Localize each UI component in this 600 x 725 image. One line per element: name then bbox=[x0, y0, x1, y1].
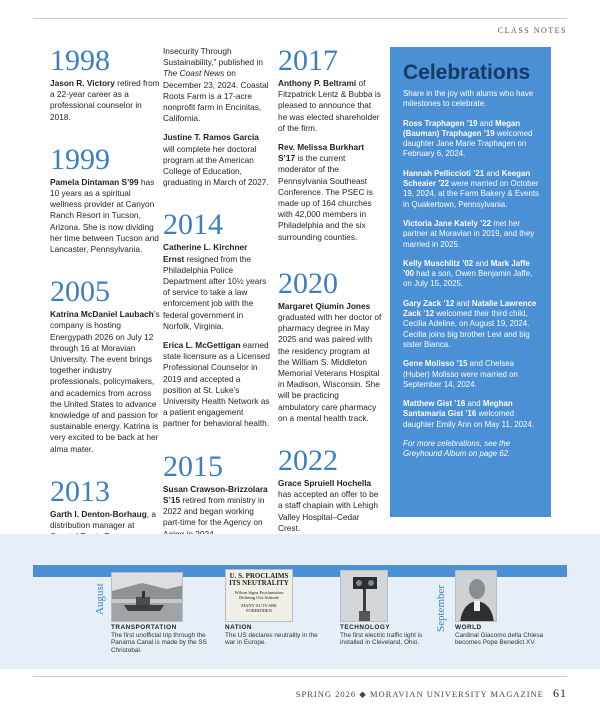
traffic-light-photo bbox=[340, 570, 388, 622]
timeline-caption bbox=[111, 624, 209, 654]
celebrant-name: Gene Molisso ’15 bbox=[403, 359, 468, 369]
year-heading: 2014 bbox=[163, 208, 223, 242]
celebration-text: welcomed their third child, Cecilia Adeline, on August 19, 2024. Cecilia joins big brother Levi and big sister Bianca. bbox=[403, 309, 530, 349]
note-text: retired from ministry in 2022 and began working part-time for the Agency on bbox=[163, 494, 265, 528]
celebrant-name: Gary Zack ’12 bbox=[403, 298, 455, 308]
timeline-caption bbox=[455, 624, 553, 647]
caption-text: Cardinal Giacomo della Chiesa becomes Pope Benedict XV. bbox=[455, 631, 544, 647]
celebration-and: and bbox=[454, 298, 472, 308]
alum-name: Erica L. McGettigan bbox=[163, 340, 241, 351]
celebrant-name: Natalie Lawrence Zack ’12 bbox=[403, 298, 537, 319]
month-label-august: August bbox=[94, 583, 106, 615]
caption-text: The first electric traffic light is installed in Cleveland, Ohio. bbox=[340, 631, 423, 647]
year-heading: 2017 bbox=[278, 44, 338, 77]
timeline-caption bbox=[340, 624, 438, 647]
celebrant-name: Keegan Scheaier ’22 bbox=[403, 168, 531, 189]
year-heading: 2005 bbox=[50, 275, 110, 309]
celebrant-name: Ross Traphagen ’19 bbox=[403, 118, 478, 128]
alum-name: Rev. Melissa Burkhart S’17 bbox=[278, 142, 365, 164]
year-heading: 1998 bbox=[50, 44, 110, 77]
celebrations-panel bbox=[390, 47, 551, 517]
celebration-text: welcomed daughter Jane Marie Traphagen on February 6, 2024. bbox=[403, 128, 533, 159]
class-note bbox=[163, 132, 270, 188]
column-1 bbox=[50, 46, 160, 573]
month-label-september: September bbox=[435, 584, 447, 632]
newspaper-headline: U. S. PROCLAIMS ITS NEUTRALITY bbox=[229, 572, 289, 587]
celebration-and: and bbox=[473, 258, 491, 268]
column-3 bbox=[278, 46, 382, 542]
caption-category: TECHNOLOGY bbox=[340, 624, 391, 631]
page-footer bbox=[296, 686, 567, 701]
alum-name: Pamela Dintaman S’99 bbox=[50, 176, 139, 187]
column-2 bbox=[163, 46, 270, 548]
celebration-and: and bbox=[477, 118, 496, 128]
class-note bbox=[163, 242, 270, 332]
ship-image-icon bbox=[112, 573, 183, 622]
class-note-continued bbox=[163, 46, 270, 124]
alum-name: Jason R. Victory bbox=[50, 78, 115, 88]
celebration-text: had a son, Owen Benjamin Jaffe, on July 15, 2025. bbox=[403, 269, 533, 289]
alum-name: Anthony P. Beltrami bbox=[278, 78, 357, 88]
celebration-item bbox=[403, 119, 542, 160]
pope-portrait-photo bbox=[455, 570, 497, 622]
note-text: has accepted an offer to be a staff chaplain with Lehigh Valley Hospital–Cedar Crest. bbox=[278, 489, 379, 533]
year-heading: 2013 bbox=[50, 474, 110, 508]
celebrant-name: Victoria Jane Kately ’22 bbox=[403, 218, 492, 228]
celebrations-footer: For more celebrations, see the Greyhound Album on page 62. bbox=[403, 439, 511, 459]
note-text: of Fitzpatrick Lentz & Bubba is pleased to announce that he was elected shareholder of the firm. bbox=[278, 78, 381, 133]
celebrant-name: Megan (Bauman) Traphagen ’19 bbox=[403, 118, 521, 138]
class-note bbox=[278, 478, 382, 534]
celebration-and: and bbox=[484, 168, 502, 178]
class-note bbox=[50, 78, 160, 123]
traffic-light-icon bbox=[341, 571, 388, 622]
celebration-item bbox=[403, 169, 542, 210]
timeline-band bbox=[0, 534, 600, 669]
alum-name: Susan Crawson-Brizzolara S’15 bbox=[163, 483, 268, 505]
caption-category: NATION bbox=[225, 624, 253, 631]
year-heading: 2022 bbox=[278, 444, 338, 478]
celebration-text: met her partner at Moravian in 2019, and they married in 2025. bbox=[403, 218, 535, 249]
caption-text: The first unofficial trip through the Panama Canal is made by the SS Christobal. bbox=[111, 631, 207, 654]
class-note bbox=[50, 309, 160, 455]
note-text: on December 23, 2024. Coastal Roots Farm is a 17-acre nonprofit farm in Encinitas, California. bbox=[163, 68, 269, 124]
header-rule bbox=[33, 18, 567, 19]
note-text: graduated with her doctor of pharmacy degree in May 2025 and was paired with the residency program at the William S. Middleton Memorial Veterans Hospital in Madison, Wisconsin. She will be practicing ambulatory care pharmacy on a mental health track. bbox=[278, 312, 382, 423]
celebration-item bbox=[403, 299, 542, 350]
celebration-item bbox=[403, 359, 542, 390]
note-text: , a distribution manager at bbox=[50, 508, 157, 531]
class-note bbox=[278, 142, 382, 243]
alum-name: Grace Spruiell Hochella bbox=[278, 478, 372, 489]
year-heading: 1999 bbox=[50, 142, 110, 176]
footer-separator: ◆ bbox=[359, 689, 367, 699]
class-note bbox=[163, 340, 270, 430]
issue-label: SPRING 2026 bbox=[295, 689, 357, 699]
caption-category: WORLD bbox=[455, 624, 482, 631]
caption-category: TRANSPORTATION bbox=[111, 624, 177, 631]
alum-name: Catherine L. Kirchner Ernst bbox=[163, 242, 248, 264]
page-number: 61 bbox=[553, 686, 567, 700]
alum-name: Katrina McDaniel Laubach bbox=[50, 309, 154, 320]
note-text: earned state licensure as a Licensed Professional Counselor in 2019 and accepted a position at St. Luke’s University Health Network as a patient engagement partner for behavioral health. bbox=[163, 340, 271, 429]
celebration-text: were married on October 19, 2024, at the Farm Bakery & Events in Quakertown, Pennsylvania. bbox=[403, 179, 539, 209]
note-text: has 10 years as a spiritual wellness provider at Canyon Ranch Resort in Tucson, Arizona. She is now dividing her time between Tucson and Lancaster, Pennsylvania. bbox=[50, 176, 159, 255]
newspaper-subheadline: Wilson Signs Proclamation Defining Our Attitude bbox=[234, 590, 284, 600]
celebrant-name: Meghan Santamaria Gist ’16 bbox=[403, 399, 513, 419]
class-note bbox=[163, 484, 270, 540]
panama-canal-photo bbox=[111, 572, 183, 622]
section-label: CLASS NOTES bbox=[497, 26, 567, 35]
celebration-and: and bbox=[465, 399, 483, 409]
class-note bbox=[50, 177, 160, 255]
celebrant-name: Mark Jaffe ’00 bbox=[403, 258, 530, 279]
celebration-item bbox=[403, 399, 542, 430]
celebrant-name: Hannah Pelliccioti ’21 bbox=[403, 168, 485, 178]
timeline-caption bbox=[225, 624, 323, 647]
footer-rule bbox=[33, 676, 567, 677]
alum-name: Justine T. Ramos Garcia bbox=[163, 132, 259, 143]
celebration-item bbox=[403, 219, 542, 250]
magazine-name: MORAVIAN UNIVERSITY MAGAZINE bbox=[369, 689, 544, 699]
portrait-icon bbox=[456, 571, 497, 622]
alum-name: Garth I. Denton-Borhaug bbox=[50, 508, 147, 519]
year-heading: 2020 bbox=[278, 266, 338, 300]
note-text: is the current moderator of the Pennsylvania Southeast Conference. The PSEC is made up of 164 churches with 42,000 members in Philadelphia and the six surrounding counties. bbox=[278, 153, 373, 242]
alum-name: Margaret Qiumin Jones bbox=[278, 300, 371, 311]
caption-text: The US declares neutrality in the war in Europe. bbox=[225, 631, 318, 647]
note-text: retired from a 22-year career as a professional counselor in 2018. bbox=[50, 78, 160, 122]
publication-title: The Coast News bbox=[163, 68, 225, 79]
note-text: Insecurity Through Sustainability,” published in bbox=[163, 46, 263, 68]
celebration-item bbox=[403, 259, 542, 290]
newspaper-subheadline-2: MANY ACTS ARE FORBIDDEN bbox=[241, 603, 277, 613]
newspaper-clipping bbox=[225, 569, 293, 622]
celebration-text: and Chelsea (Huber) Molisso were married on September 14, 2024. bbox=[403, 359, 518, 389]
note-text: resigned from the Philadelphia Police Department after 10½ years of service to take a law enforcement job with the federal government in Norfolk, Virginia. bbox=[163, 253, 267, 331]
celebrations-title: Celebrations bbox=[403, 61, 531, 84]
class-note bbox=[278, 78, 382, 134]
celebrant-name: Kelly Muschlitz ’02 bbox=[403, 258, 474, 268]
class-note bbox=[278, 301, 382, 424]
celebrations-intro: Share in the joy with alums who have milestones to celebrate. bbox=[403, 89, 534, 109]
celebrant-name: Matthew Gist ’16 bbox=[403, 399, 466, 409]
year-heading: 2015 bbox=[163, 449, 223, 483]
celebration-text: welcomed daughter Emily Ann on May 11, 2024. bbox=[403, 409, 535, 429]
note-text: ’s company is hosting Energypath 2026 on July 12 through 16 at Moravian University. The event brings together industry professionals, policymakers, and academics from across the United States to advance knowledge of and passion for sustainable energy. Katrina is very excited to be back at her alma mater. bbox=[50, 309, 160, 454]
note-text: will complete her doctoral program at the American College of Education, graduating in March of 2027. bbox=[163, 143, 269, 188]
